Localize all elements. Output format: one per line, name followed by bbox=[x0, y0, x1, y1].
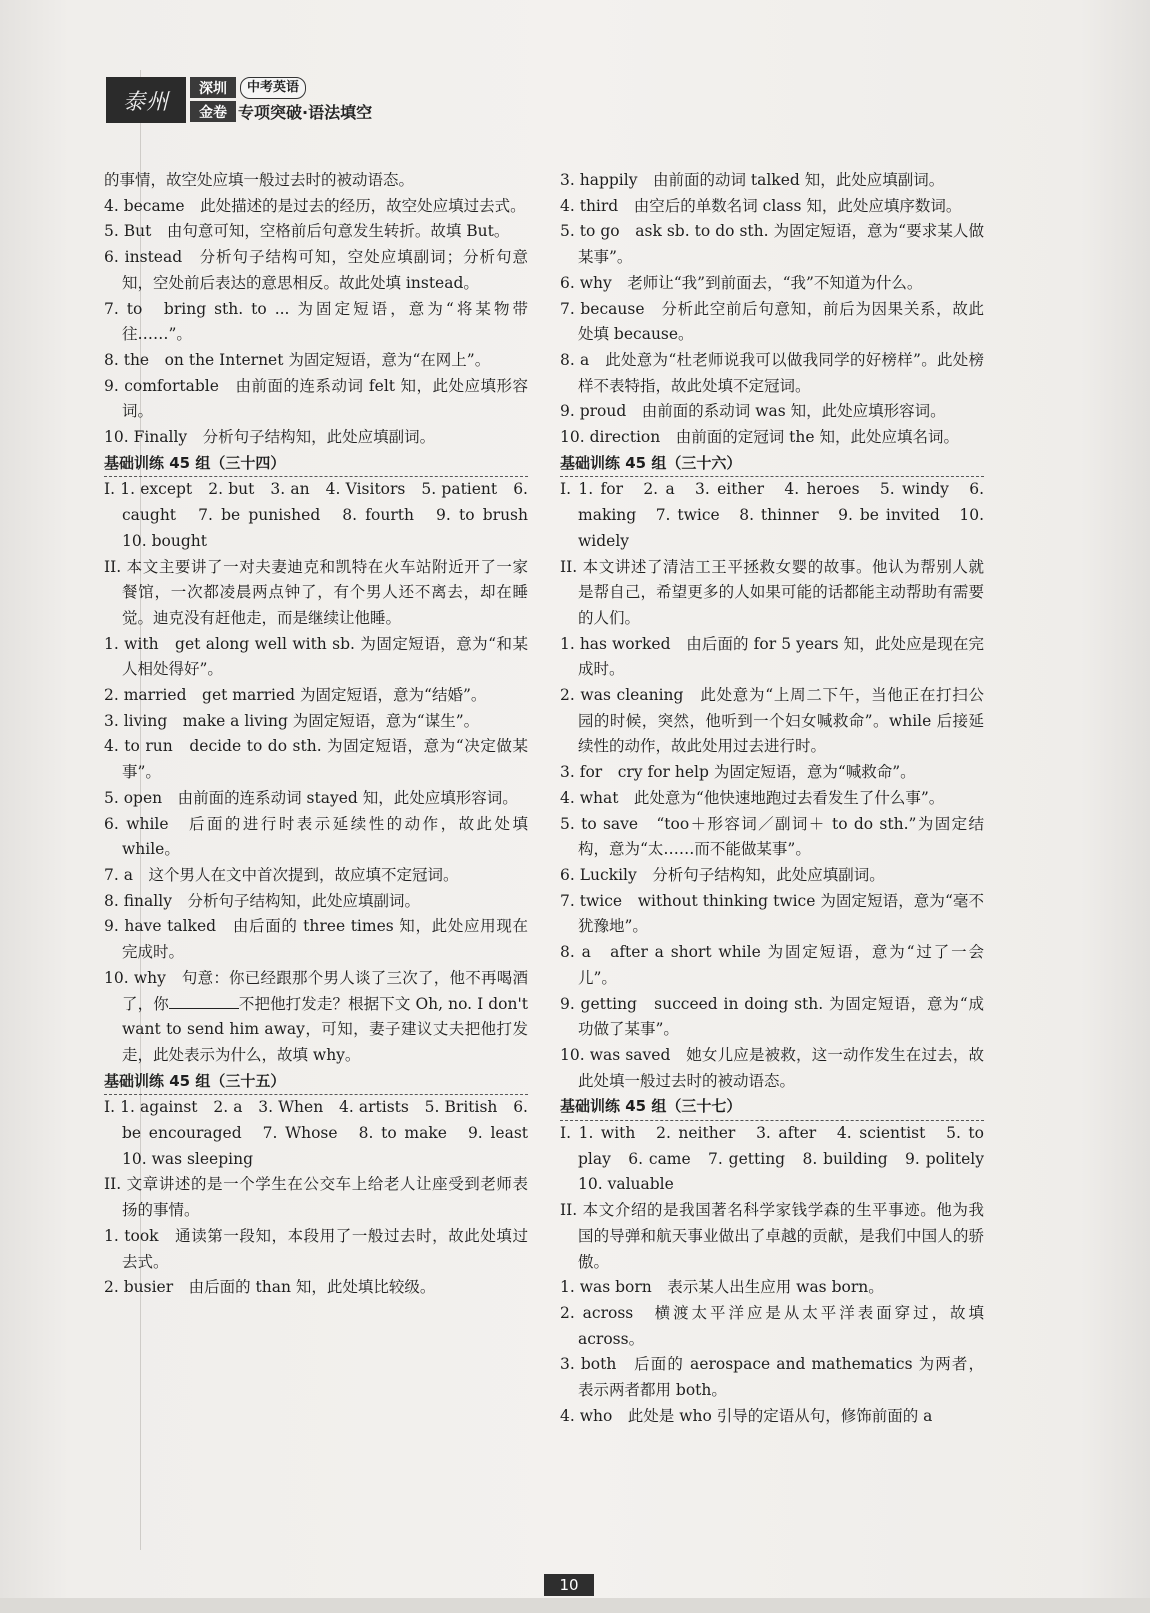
answer-item bbox=[104, 966, 528, 1069]
answer-item: 5. open 由前面的连系动词 stayed 知，此处应填形容词。 bbox=[104, 788, 518, 807]
book-header bbox=[106, 77, 406, 123]
answer-item: II. 文章讲述的是一个学生在公交车上给老人让座受到老师表扬的事情。 bbox=[104, 1175, 528, 1220]
answer-item: 10. was saved 她女儿应是被救，这一动作发生在过去，故此处填一般过去时的被动语态。 bbox=[560, 1045, 984, 1090]
answer-item: 2. across 横渡太平洋应是从太平洋表面穿过，故填 across。 bbox=[560, 1303, 984, 1348]
answer-item: 3. living make a living 为固定短语，意为“谋生”。 bbox=[104, 711, 480, 730]
answer-item: 2. married get married 为固定短语，意为“结婚”。 bbox=[104, 686, 487, 705]
answer-item: 6. instead 分析句子结构可知，空处应填副词；分析句意知，空处前后表达的意思相反。故此处填 instead。 bbox=[104, 248, 528, 292]
answer-item: 7. twice without thinking twice 为固定短语，意为“毫不犹豫地”。 bbox=[560, 891, 984, 936]
answer-item: 6. why 老师让“我”到前面去，“我”不知道为什么。 bbox=[560, 273, 923, 292]
answer-item: 3. happily 由前面的动词 talked 知，此处应填副词。 bbox=[560, 171, 945, 189]
answer-item: 8. a after a short while 为固定短语，意为“过了一会儿”。 bbox=[560, 943, 984, 987]
section-title: 基础训练 45 组（三十五） bbox=[104, 1069, 528, 1096]
answer-item: II. 本文介绍的是我国著名科学家钱学森的生平事迹。他为我国的导弹和航天事业做出了卓越的贡献，是我们中国人的骄傲。 bbox=[560, 1201, 984, 1271]
answer-text-before-blank: 10. why 句意：你已经跟那个男人谈了三次了，他不再喝酒了，你 bbox=[104, 968, 528, 1013]
right-column bbox=[560, 168, 1000, 1429]
fill-blank-line bbox=[169, 994, 239, 1009]
answer-item: 3. both 后面的 aerospace and mathematics 为两者，表示两者都用 both。 bbox=[560, 1355, 984, 1400]
brand-block bbox=[190, 77, 230, 123]
answer-item: 5. But 由句意可知，空格前后句意发生转折。故填 But。 bbox=[104, 222, 510, 241]
answer-item: 2. was cleaning 此处意为“上周二下午，当他正在打扫公园的时候，突然，他听到一个妇女喊救命”。while 后接延续性的动作，故此处用过去进行时。 bbox=[560, 686, 984, 756]
answer-item: 1. took 通读第一段知，本段用了一般过去时，故此处填过去式。 bbox=[104, 1226, 528, 1271]
answer-item: 1. has worked 由后面的 for 5 years 知，此处应是现在完成时。 bbox=[560, 634, 984, 679]
answer-item: 10. Finally 分析句子结构知，此处应填副词。 bbox=[104, 428, 436, 447]
answer-item: 8. the on the Internet 为固定短语，意为“在网上”。 bbox=[104, 350, 491, 369]
answer-item: I. 1. with 2. neither 3. after 4. scientist 5. to play 6. came 7. getting 8. building 9. politely 10. valuable bbox=[560, 1124, 1000, 1194]
answer-continuation: 的事情，故空处应填一般过去时的被动语态。 bbox=[104, 171, 415, 189]
answer-item: 4. became 此处描述的是过去的经历，故空处应填过去式。 bbox=[104, 196, 526, 215]
answer-item: I. 1. against 2. a 3. When 4. artists 5. British 6. be encouraged 7. Whose 8. to make 9. least 10. was sleeping bbox=[104, 1098, 544, 1168]
publisher-logo-text: 泰州 bbox=[122, 89, 169, 115]
answer-item: 2. busier 由后面的 than 知，此处填比较级。 bbox=[104, 1278, 436, 1297]
answer-item: 4. what 此处意为“他快速地跑过去看发生了什么事”。 bbox=[560, 788, 945, 807]
bottom-edge bbox=[0, 1598, 1150, 1613]
answer-item: 6. while 后面的进行时表示延续性的动作，故此处填 while。 bbox=[104, 814, 528, 859]
page-number: 10 bbox=[544, 1574, 594, 1596]
answer-item: II. 本文讲述了清洁工王平拯救女婴的故事。他认为帮别人就是帮自己，希望更多的人如果可能的话都能主动帮助有需要的人们。 bbox=[560, 557, 984, 627]
answer-item: 9. have talked 由后面的 three times 知，此处应用现在完成时。 bbox=[104, 917, 528, 962]
answer-item: 7. to bring sth. to ... 为固定短语，意为“将某物带往……”。 bbox=[104, 299, 528, 344]
answer-item: I. 1. for 2. a 3. either 4. heroes 5. windy 6. making 7. twice 8. thinner 9. be invited 10. widely bbox=[560, 480, 984, 550]
answer-item: 9. getting succeed in doing sth. 为固定短语，意为“成功做了某事”。 bbox=[560, 994, 984, 1039]
publisher-logo bbox=[106, 77, 186, 123]
section-title: 基础训练 45 组（三十七） bbox=[560, 1094, 984, 1121]
answer-item: 5. to go ask sb. to do sth. 为固定短语，意为“要求某人做某事”。 bbox=[560, 222, 984, 267]
answer-item: 10. direction 由前面的定冠词 the 知，此处应填名词。 bbox=[560, 428, 959, 447]
answer-item: 1. with get along well with sb. 为固定短语，意为“和某人相处得好”。 bbox=[104, 634, 528, 679]
answer-item: II. 本文主要讲了一对夫妻迪克和凯特在火车站附近开了一家餐馆，一次都凌晨两点钟了，有个男人还不离去，却在睡觉。迪克没有赶他走，而是继续让他睡。 bbox=[104, 557, 528, 627]
answer-item: 7. a 这个男人在文中首次提到，故应填不定冠词。 bbox=[104, 865, 459, 884]
answer-item: 8. finally 分析句子结构知，此处应填副词。 bbox=[104, 891, 420, 910]
answer-item: 9. proud 由前面的系动词 was 知，此处应填形容词。 bbox=[560, 402, 946, 421]
answer-item: 1. was born 表示某人出生应用 was born。 bbox=[560, 1278, 884, 1297]
brand-line-2: 金卷 bbox=[190, 101, 236, 122]
brand-line-1: 深圳 bbox=[190, 77, 236, 98]
answer-item: 9. comfortable 由前面的连系动词 felt 知，此处应填形容词。 bbox=[104, 376, 528, 421]
answer-item: 7. because 分析此空前后句意知，前后为因果关系，故此处填 because。 bbox=[560, 299, 984, 344]
left-column bbox=[104, 168, 544, 1301]
answer-item: 4. who 此处是 who 引导的定语从句，修饰前面的 a bbox=[560, 1406, 933, 1425]
answer-item: 5. to save “too＋形容词／副词＋ to do sth.”为固定结构，意为“太……而不能做某事”。 bbox=[560, 814, 984, 859]
answer-item: I. 1. except 2. but 3. an 4. Visitors 5. patient 6. caught 7. be punished 8. fourth 9. to brush 10. bought bbox=[104, 480, 544, 550]
answer-item: 3. for cry for help 为固定短语，意为“喊救命”。 bbox=[560, 763, 916, 782]
answer-item: 4. third 由空后的单数名词 class 知，此处应填序数词。 bbox=[560, 196, 962, 215]
series-title: 中考英语 bbox=[240, 77, 306, 99]
book-subtitle: 专项突破·语法填空 bbox=[238, 103, 373, 122]
section-title: 基础训练 45 组（三十六） bbox=[560, 451, 984, 478]
answer-text-after-blank: 不把他打发走？根据下文 Oh, no. I don't want to send him away，可知，妻子建议丈夫把他打发走，此处表示为什么，故填 why。 bbox=[122, 994, 528, 1064]
section-title: 基础训练 45 组（三十四） bbox=[104, 451, 528, 478]
answer-item: 4. to run decide to do sth. 为固定短语，意为“决定做某事”。 bbox=[104, 737, 528, 782]
answer-item: 8. a 此处意为“杜老师说我可以做我同学的好榜样”。此处榜样不表特指，故此处填不定冠词。 bbox=[560, 350, 984, 395]
answer-item: 6. Luckily 分析句子结构知，此处应填副词。 bbox=[560, 865, 885, 884]
